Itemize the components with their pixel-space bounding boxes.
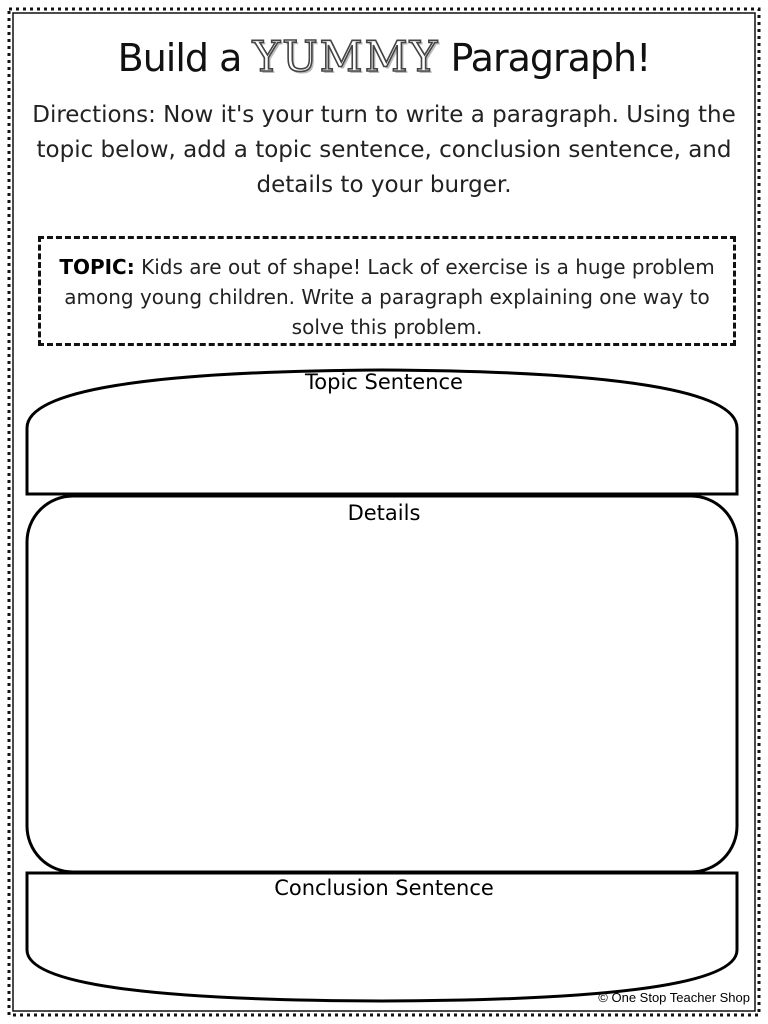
conclusion-sentence-label: Conclusion Sentence: [274, 876, 494, 900]
topic-label: TOPIC:: [59, 255, 135, 279]
copyright-notice: © One Stop Teacher Shop: [598, 990, 750, 1005]
title-suffix: Paragraph!: [450, 36, 651, 80]
directions-text: Directions: Now it's your turn to write a paragraph. Using the topic below, add a topic sentence, conclusion sentence, and details to your burger.: [32, 102, 736, 198]
title-highlight: YUMMY: [252, 32, 440, 81]
topic-description: Kids are out of shape! Lack of exercise is a huge problem among young children. Write a paragraph explaining one way to solve this problem.: [64, 255, 715, 339]
topic-sentence-label: Topic Sentence: [305, 370, 463, 394]
title-prefix: Build a: [117, 36, 242, 80]
details-label: Details: [347, 501, 421, 525]
details-shape: [27, 496, 737, 872]
